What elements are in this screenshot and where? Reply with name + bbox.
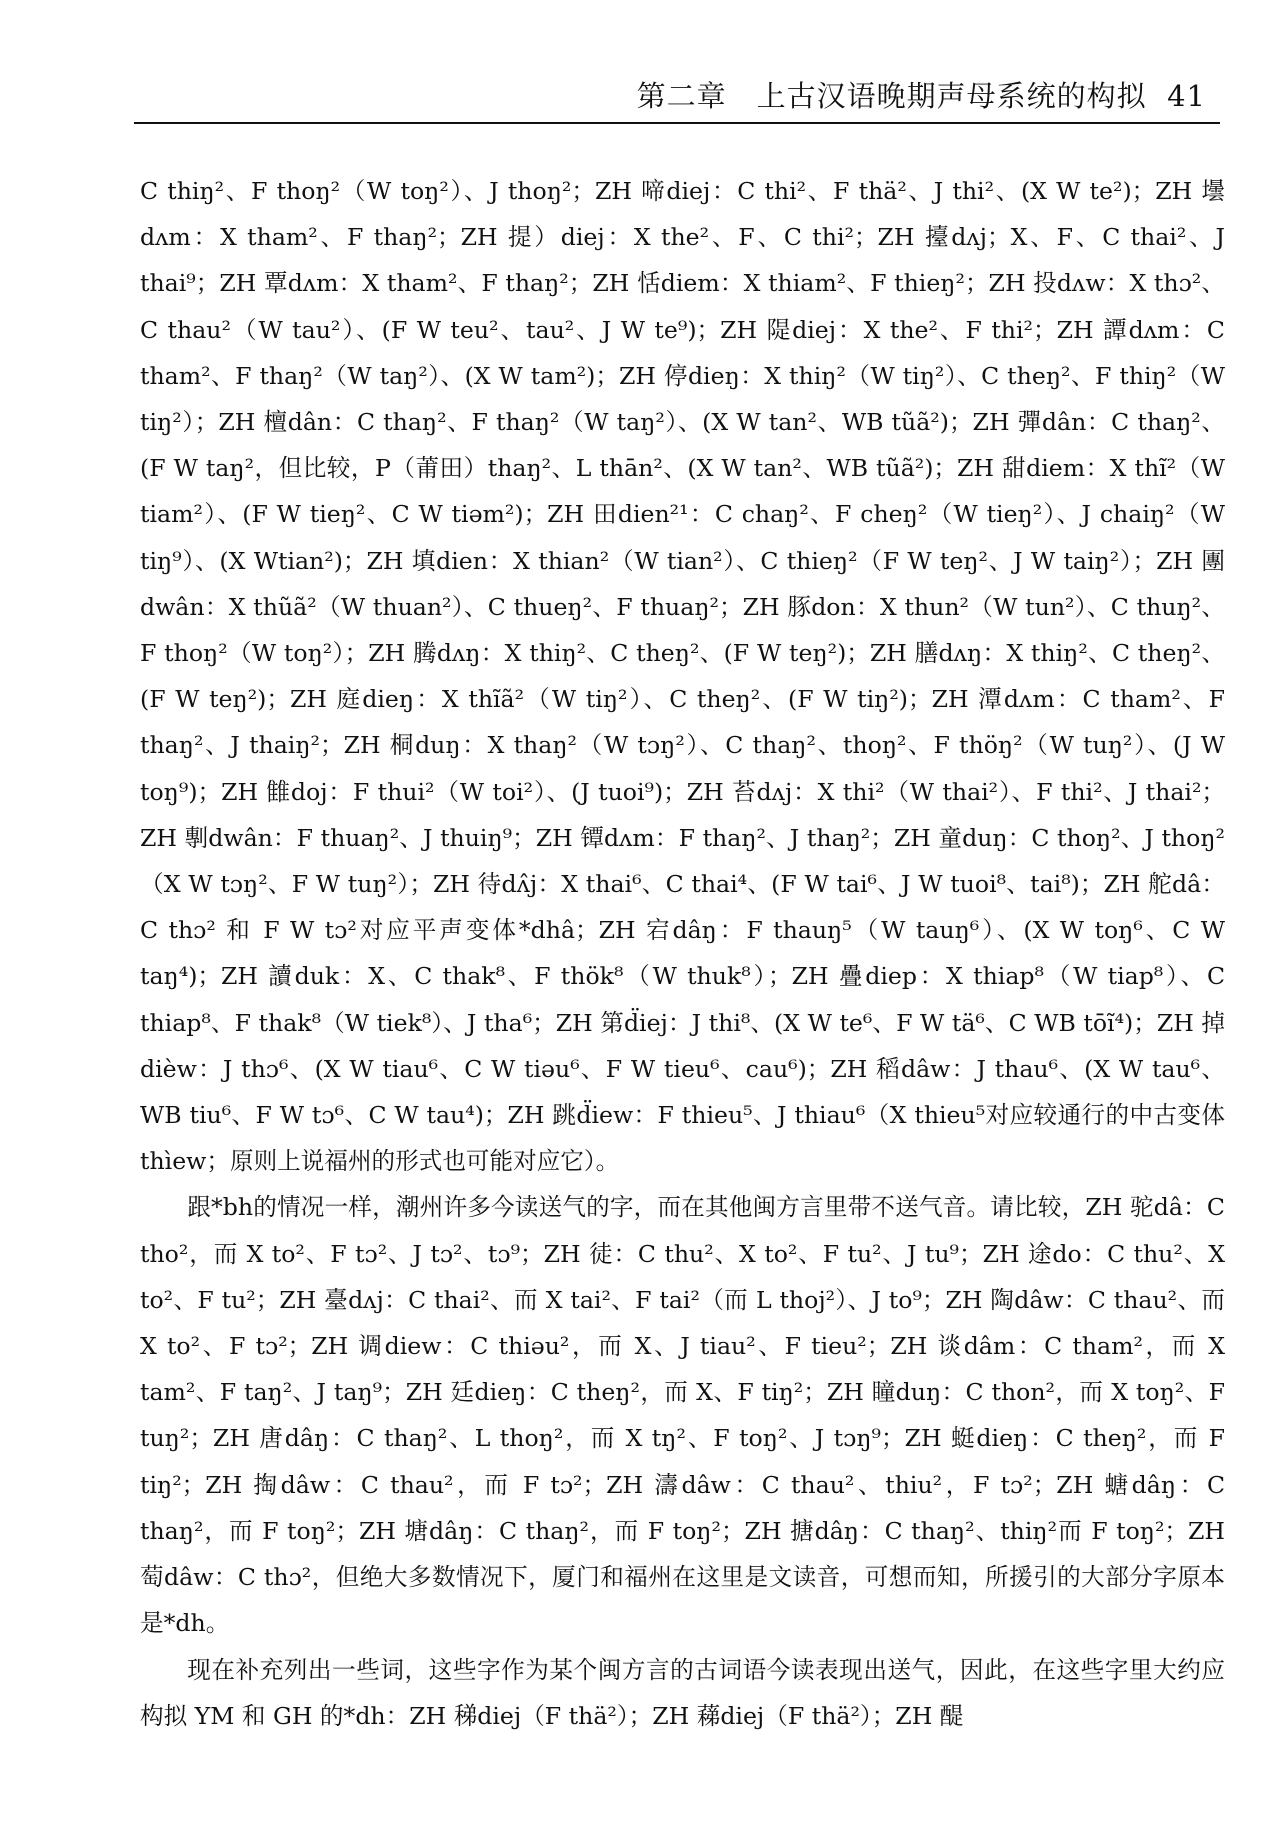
body-text	[140, 168, 1225, 1739]
header-rule	[134, 122, 1220, 124]
paragraph-aspiration: 跟*bh的情况一样，潮州许多今读送气的字，而在其他闽方言里带不送气音。请比较，ZH 驼dâ：C tho²，而 X to²、F tɔ²、J tɔ²、tɔ⁹；ZH 徒：C thu²、X to²、F tu²、J tu⁹；ZH 途do：C thu²、X to²、F tu²；ZH 臺dʌj：C thai²、而 X tai²、F tai²（而 L thoj²）、J to⁹；ZH 陶dâw：C thau²、而 X to²、F tɔ²；ZH 调diew：C thiəu²，而 X、J tiau²、F tieu²；ZH 谈dâm：C tham²，而 X tam²、F taŋ²、J taŋ⁹；ZH 廷dieŋ：C theŋ²，而 X、F tiŋ²；ZH 瞳duŋ：C thon²，而 X toŋ²、F tuŋ²；ZH 唐dâŋ：C thaŋ²、L thoŋ²，而 X tŋ²、F toŋ²、J tɔŋ⁹；ZH 蜓dieŋ：C theŋ²，而 F tiŋ²；ZH 掏dâw：C thau²，而 F tɔ²；ZH 濤dâw：C thau²、thiu²，F tɔ²；ZH 螗dâŋ：C thaŋ²，而 F toŋ²；ZH 塘dâŋ：C thaŋ²，而 F toŋ²；ZH 搪dâŋ：C thaŋ²、thiŋ²而 F toŋ²；ZH 萄dâw：C thɔ²，但绝大多数情况下，厦门和福州在这里是文读音，可想而知，所援引的大部分字原本是*dh。	[140, 1193, 1225, 1638]
running-head	[637, 74, 1206, 115]
paragraph-continued: C thiŋ²、F thoŋ²（W toŋ²）、J thoŋ²；ZH 啼diej：C thi²、F thä²、J thi²、(X W te²)；ZH 壜dʌm：X tham²、F thaŋ²；ZH 提）diej：X the²、F、C thi²；ZH 擡dʌj；X、F、C thai²、J thai⁹；ZH 覃dʌm：X tham²、F thaŋ²；ZH 恬diem：X thiam²、F thieŋ²；ZH 投dʌw：X thɔ²、C thau²（W tau²）、(F W teu²、tau²、J W te⁹)；ZH 隄diej：X the²、F thi²；ZH 譚dʌm：C tham²、F thaŋ²（W taŋ²）、(X W tam²)；ZH 停dieŋ：X thiŋ²（W tiŋ²）、C theŋ²、F thiŋ²（W tiŋ²）；ZH 檀dân：C thaŋ²、F thaŋ²（W taŋ²）、(X W tan²、WB tũã²)；ZH 彈dân：C thaŋ²、(F W taŋ²，但比较，P（莆田）thaŋ²、L thān²、(X W tan²、WB tũã²)；ZH 甜diem：X thĩ²（W tiam²）、(F W tieŋ²、C W tiəm²)；ZH 田dien²¹：C chaŋ²、F cheŋ²（W tieŋ²）、J chaiŋ²（W tiŋ⁹）、(X Wtian²)；ZH 填dien：X thian²（W tian²）、C thieŋ²（F W teŋ²、J W taiŋ²）；ZH 團dwân：X thũã²（W thuan²）、C thueŋ²、F thuaŋ²；ZH 豚don：X thun²（W tun²）、C thuŋ²、F thoŋ²（W toŋ²）；ZH 腾dʌŋ：X thiŋ²、C theŋ²、(F W teŋ²)；ZH 膳dʌŋ：X thiŋ²、C theŋ²、(F W teŋ²)；ZH 庭dieŋ：X thĩã²（W tiŋ²）、C theŋ²、(F W tiŋ²)；ZH 潭dʌm：C tham²、F thaŋ²、J thaiŋ²；ZH 桐duŋ：X thaŋ²（W tɔŋ²）、C thaŋ²、thoŋ²、F thöŋ²（W tuŋ²）、(J W toŋ⁹)；ZH 雔doj：F thui²（W toi²）、(J tuoi⁹)；ZH 苔dʌj：X thi²（W thai²）、F thi²、J thai²；ZH 剸dwân：F thuaŋ²、J thuiŋ⁹；ZH 镡dʌm：F thaŋ²、J thaŋ²；ZH 童duŋ：C thoŋ²、J thoŋ²（X W tɔŋ²、F W tuŋ²）；ZH 待dʌ̂j：X thai⁶、C thai⁴、(F W tai⁶、J W tuoi⁸、tai⁸)；ZH 舵dâ：C thɔ² 和 F W tɔ²对应平声变体*dhâ；ZH 宕dâŋ：F thauŋ⁵（W tauŋ⁶）、(X W toŋ⁶、C W taŋ⁴)；ZH 讀duk：X、C thak⁸、F thök⁸（W thuk⁸）；ZH 疊diep：X thiap⁸（W tiap⁸）、C thiap⁸、F thak⁸（W tiek⁸）、J tha⁶；ZH 第d̈iej：J thi⁸、(X W te⁶、F W tä⁶、C WB tōĩ⁴)；ZH 掉dièw：J thɔ⁶、(X W tiau⁶、C W tiəu⁶、F W tieu⁶、cau⁶)；ZH 稻dâw：J thau⁶、(X W tau⁶、WB tiu⁶、F W tɔ⁶、C W tau⁴)；ZH 跳d̈iew：F thieu⁵、J thiau⁶（X thieu⁵对应较通行的中古变体thìew；原则上说福州的形式也可能对应它）。	[140, 177, 1225, 1176]
page-number: 41	[1167, 79, 1206, 113]
chapter-title: 第二章 上古汉语晚期声母系统的构拟	[636, 79, 1147, 113]
page-header	[0, 64, 1280, 130]
paragraph-supplement: 现在补充列出一些词，这些字作为某个闽方言的古词语今读表现出送气，因此，在这些字里大约应构拟 YM 和 GH 的*dh：ZH 稊diej（F thä²）；ZH 蕛diej（F thä²）；ZH 醍	[140, 1655, 1225, 1730]
